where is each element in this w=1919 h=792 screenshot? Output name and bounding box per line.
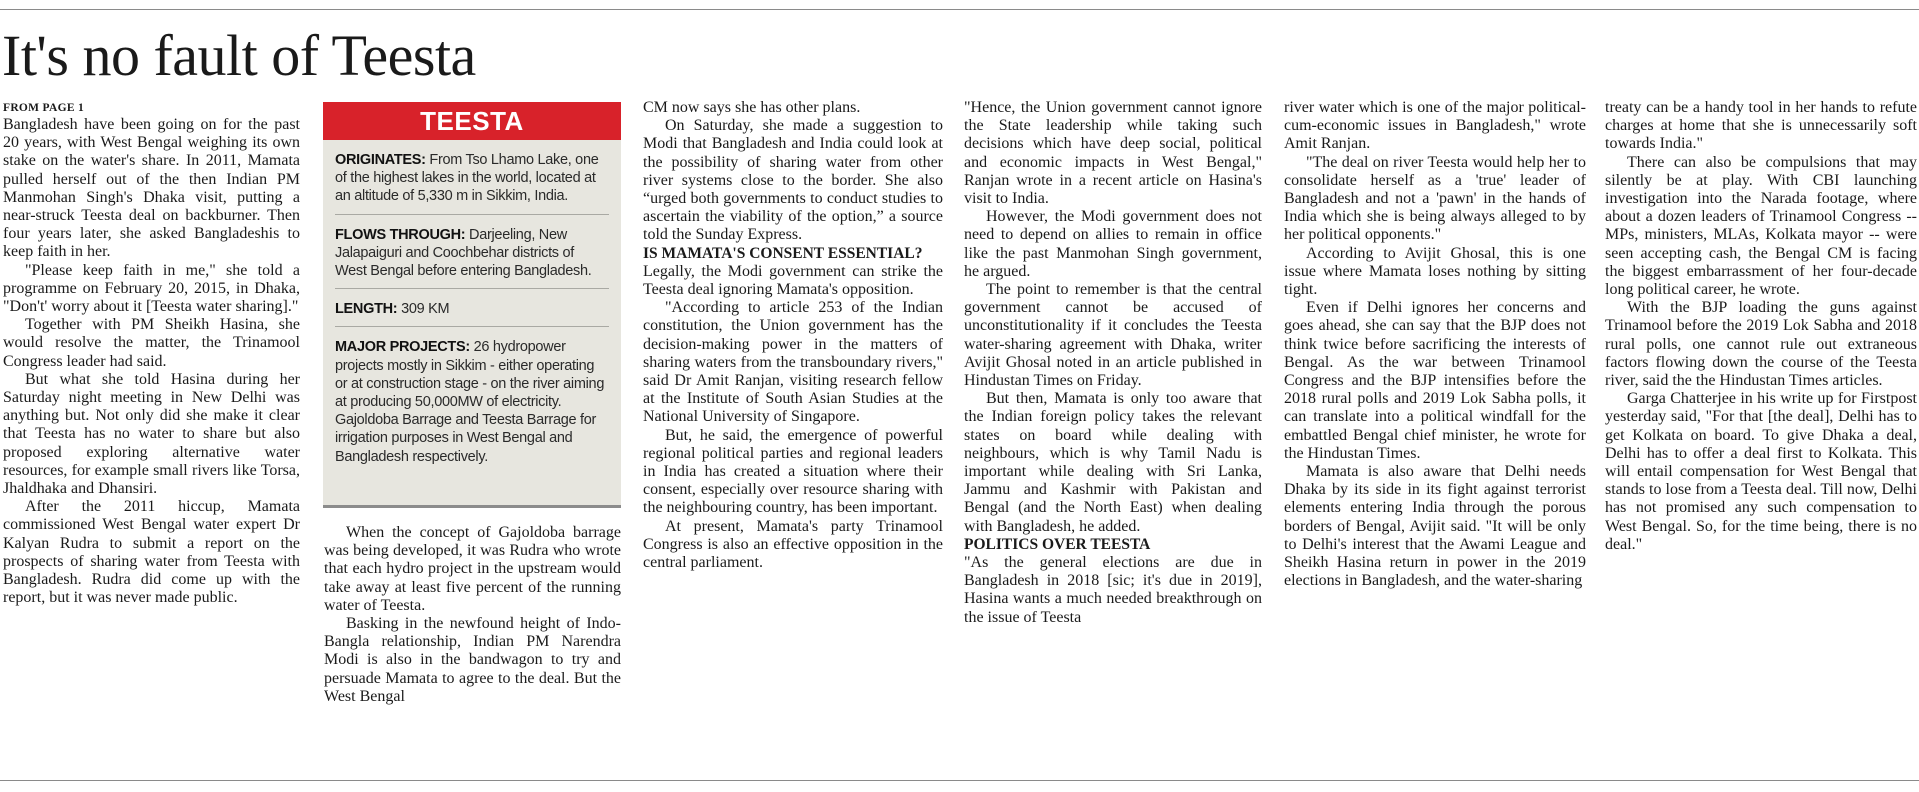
article-column-5 [1284,99,1586,590]
paragraph: Even if Delhi ignores her concerns and goes ahead, she can say that the BJP does not think twice before sacrificing the interests of Bengal. As the war between Trinamool Congress and the BJP intensifies before the 2018 rural polls and 2019 Lok Sabha polls, it can translate into a political windfall for the embattled Bengal chief minister, he wrote for the Hindustan Times. [1284,299,1586,462]
paragraph: On Saturday, she made a suggestion to Modi that Bangladesh and India could look at the possibility of sharing water from other river systems close to the border. She also “urged both governments to conduct studies to ascertain the viability of the option,” a source told the Sunday Express. [643,117,943,244]
fact-label: LENGTH: [335,301,398,318]
bottom-rule [0,780,1919,781]
article-column-4 [964,99,1262,627]
paragraph: The point to remember is that the central government cannot be accused of unconstitutionality if it concludes the Teesta water-sharing agreement with Dhaka, writer Avijit Ghosal noted in an article published in Hindustan Times on Friday. [964,281,1262,390]
paragraph: According to Avijit Ghosal, this is one issue where Mamata loses nothing by sitting tight. [1284,244,1586,299]
paragraph: river water which is one of the major political-cum-economic issues in Bangladesh," wrote Amit Ranjan. [1284,99,1586,153]
paragraph: But what she told Hasina during her Saturday night meeting in New Delhi was anything but. Not only did she make it clear that Teesta has no water to share but also proposed exploring alternative water resources, for example small rivers like Torsa, Jhaldhaka and Dhansiri. [3,370,300,498]
fact-label: ORIGINATES: [335,152,426,168]
paragraph: Together with PM Sheikh Hasina, she would resolve the matter, the Trinamool Congress leader had said. [3,316,300,370]
paragraph: treaty can be a handy tool in her hands to refute charges at home that she is unnecessarily soft towards India." [1605,99,1917,153]
paragraph: When the concept of Gajoldoba barrage was being developed, it was Rudra who wrote that each hydro project in the upstream would take away at least five percent of the running water of Teesta. [324,524,621,614]
article-column-2 [324,524,621,706]
paragraph: Garga Chatterjee in his write up for Firstpost yesterday said, "For that [the deal], Delhi has to get Kolkata on board. To give Dhaka a deal, Delhi has to offer a deal first to Kolkata. This will entail compensation for West Bengal that stands to lose from a Teesta deal. Till now, Delhi has not promised any such compensation to West Bengal. So, for the time being, there is no deal." [1605,390,1917,553]
fact-major-projects [335,327,609,473]
paragraph: "Hence, the Union government cannot ignore the State leadership while taking such decisions which have deep social, political and economic impacts in West Bengal," Ranjan wrote in a recent article on Hasina's visit to India. [964,99,1262,208]
fact-text: 309 KM [401,301,450,318]
fact-text: From Tso Lhamo Lake, one of the highest lakes in the world, located at an altitude of 5,330 m in Sikkim, India. [335,152,599,205]
subheading: IS MAMATA'S CONSENT ESSENTIAL? [643,244,923,262]
dateline: FROM PAGE 1 [3,102,85,114]
headline: It's no fault of Teesta [2,23,476,88]
article-column-3 [643,99,943,572]
factbox-title: TEESTA [323,102,621,140]
paragraph: Legally, the Modi government can strike the Teesta deal ignoring Mamata's opposition. [643,262,943,299]
fact-flows-through [335,215,609,290]
paragraph: At present, Mamata's party Trinamool Congress is also an effective opposition in the central parliament. [643,517,943,572]
top-rule [0,9,1919,10]
fact-length [335,289,609,327]
paragraph: "Please keep faith in me," she told a programme on February 20, 2015, in Dhaka, "Don't' worry about it [Teesta water sharing]." [3,261,300,316]
fact-label: FLOWS THROUGH: [335,226,466,243]
article-column-1 [3,101,300,607]
paragraph: "The deal on river Teesta would help her to consolidate herself as a 'true' leader of Bangladesh and not a 'pawn' in the hands of India which she is being always alleged to by her political opponents." [1284,153,1586,244]
paragraph: After the 2011 hiccup, Mamata commissioned West Bengal water expert Dr Kalyan Rudra to submit a report on the prospects of sharing water from Teesta with Bangladesh. Rudra did come up with the report, but it was never made public. [3,498,300,607]
paragraph: With the BJP loading the guns against Trinamool before the 2019 Lok Sabha and 2018 rural polls, one cannot rule out extraneous factors flowing down the course of the Teesta river, said the the Hindustan Times articles. [1605,299,1917,390]
subheading: POLITICS OVER TEESTA [964,535,1151,553]
paragraph: Mamata is also aware that Delhi needs Dhaka by its side in its fight against terrorist elements entering India through the porous borders of Bengal, Avijit said. "It will be only to Delhi's interest that the Awami League and Sheikh Hasina return in power in the 2019 elections in Bangladesh, and the water-sharing [1284,463,1586,590]
paragraph: But then, Mamata is only too aware that the Indian foreign policy takes the relevant states on board while dealing with neighbours, which is why Tamil Nadu is important while dealing with Sri Lanka, Jammu and Kashmir with Pakistan and Bengal (and the North East) when dealing with Bangladesh, he added. [964,390,1262,535]
paragraph: However, the Modi government does not need to depend on allies to remain in office like the past Manmohan Singh government, he argued. [964,208,1262,280]
fact-text: 26 hydropower projects mostly in Sikkim - either operating or at construction stage - on the river aiming at producing 50,000MW of electricity. Gajoldoba Barrage and Teesta Barrage for irrigation purposes in West Bengal and Bangladesh respectively. [335,339,605,465]
fact-text: Darjeeling, New Jalapaiguri and Coochbehar districts of West Bengal before entering Bangladesh. [335,226,592,280]
paragraph: CM now says she has other plans. [643,99,861,116]
paragraph: "According to article 253 of the Indian constitution, the Union government has the decision-making power in the matters of sharing waters from the transboundary rivers," said Dr Amit Ranjan, visiting research fellow at the Institute of South Asian Studies at the National University of Singapore. [643,299,943,426]
paragraph: Basking in the newfound height of Indo-Bangla relationship, Indian PM Narendra Modi is also in the bandwagon to try and persuade Mamata to agree to the deal. But the West Bengal [324,615,621,705]
paragraph: But, he said, the emergence of powerful regional political parties and regional leaders in India has created a situation where their consent, especially over resource sharing with the neighbouring country, has been important. [643,426,943,517]
paragraph: Bangladesh have been going on for the past 20 years, with West Bengal weighing its own stake on the water's share. In 2011, Mamata pulled herself out of the then Indian PM Manmohan Singh's Dhaka visit, putting a near-struck Teesta deal on backburner. Then four years later, she asked Bangladeshis to keep faith in her. [3,116,300,261]
paragraph: There can also be compulsions that may silently be at play. With CBI launching investigation into the Narada footage, where about a dozen leaders of Trinamool Congress -- MPs, ministers, MLAs, Kolkata mayor -- were seen accepting cash, the Bengal CM is facing the biggest embarrassment of her four-decade long political career, he wrote. [1605,153,1917,299]
fact-originates [335,140,609,215]
teesta-factbox [323,102,621,508]
paragraph: "As the general elections are due in Bangladesh in 2018 [sic; it's due in 2019], Hasina wants a much needed breakthrough on the issue of Teesta [964,554,1262,626]
article-column-6 [1605,99,1917,554]
fact-label: MAJOR PROJECTS: [335,339,470,356]
